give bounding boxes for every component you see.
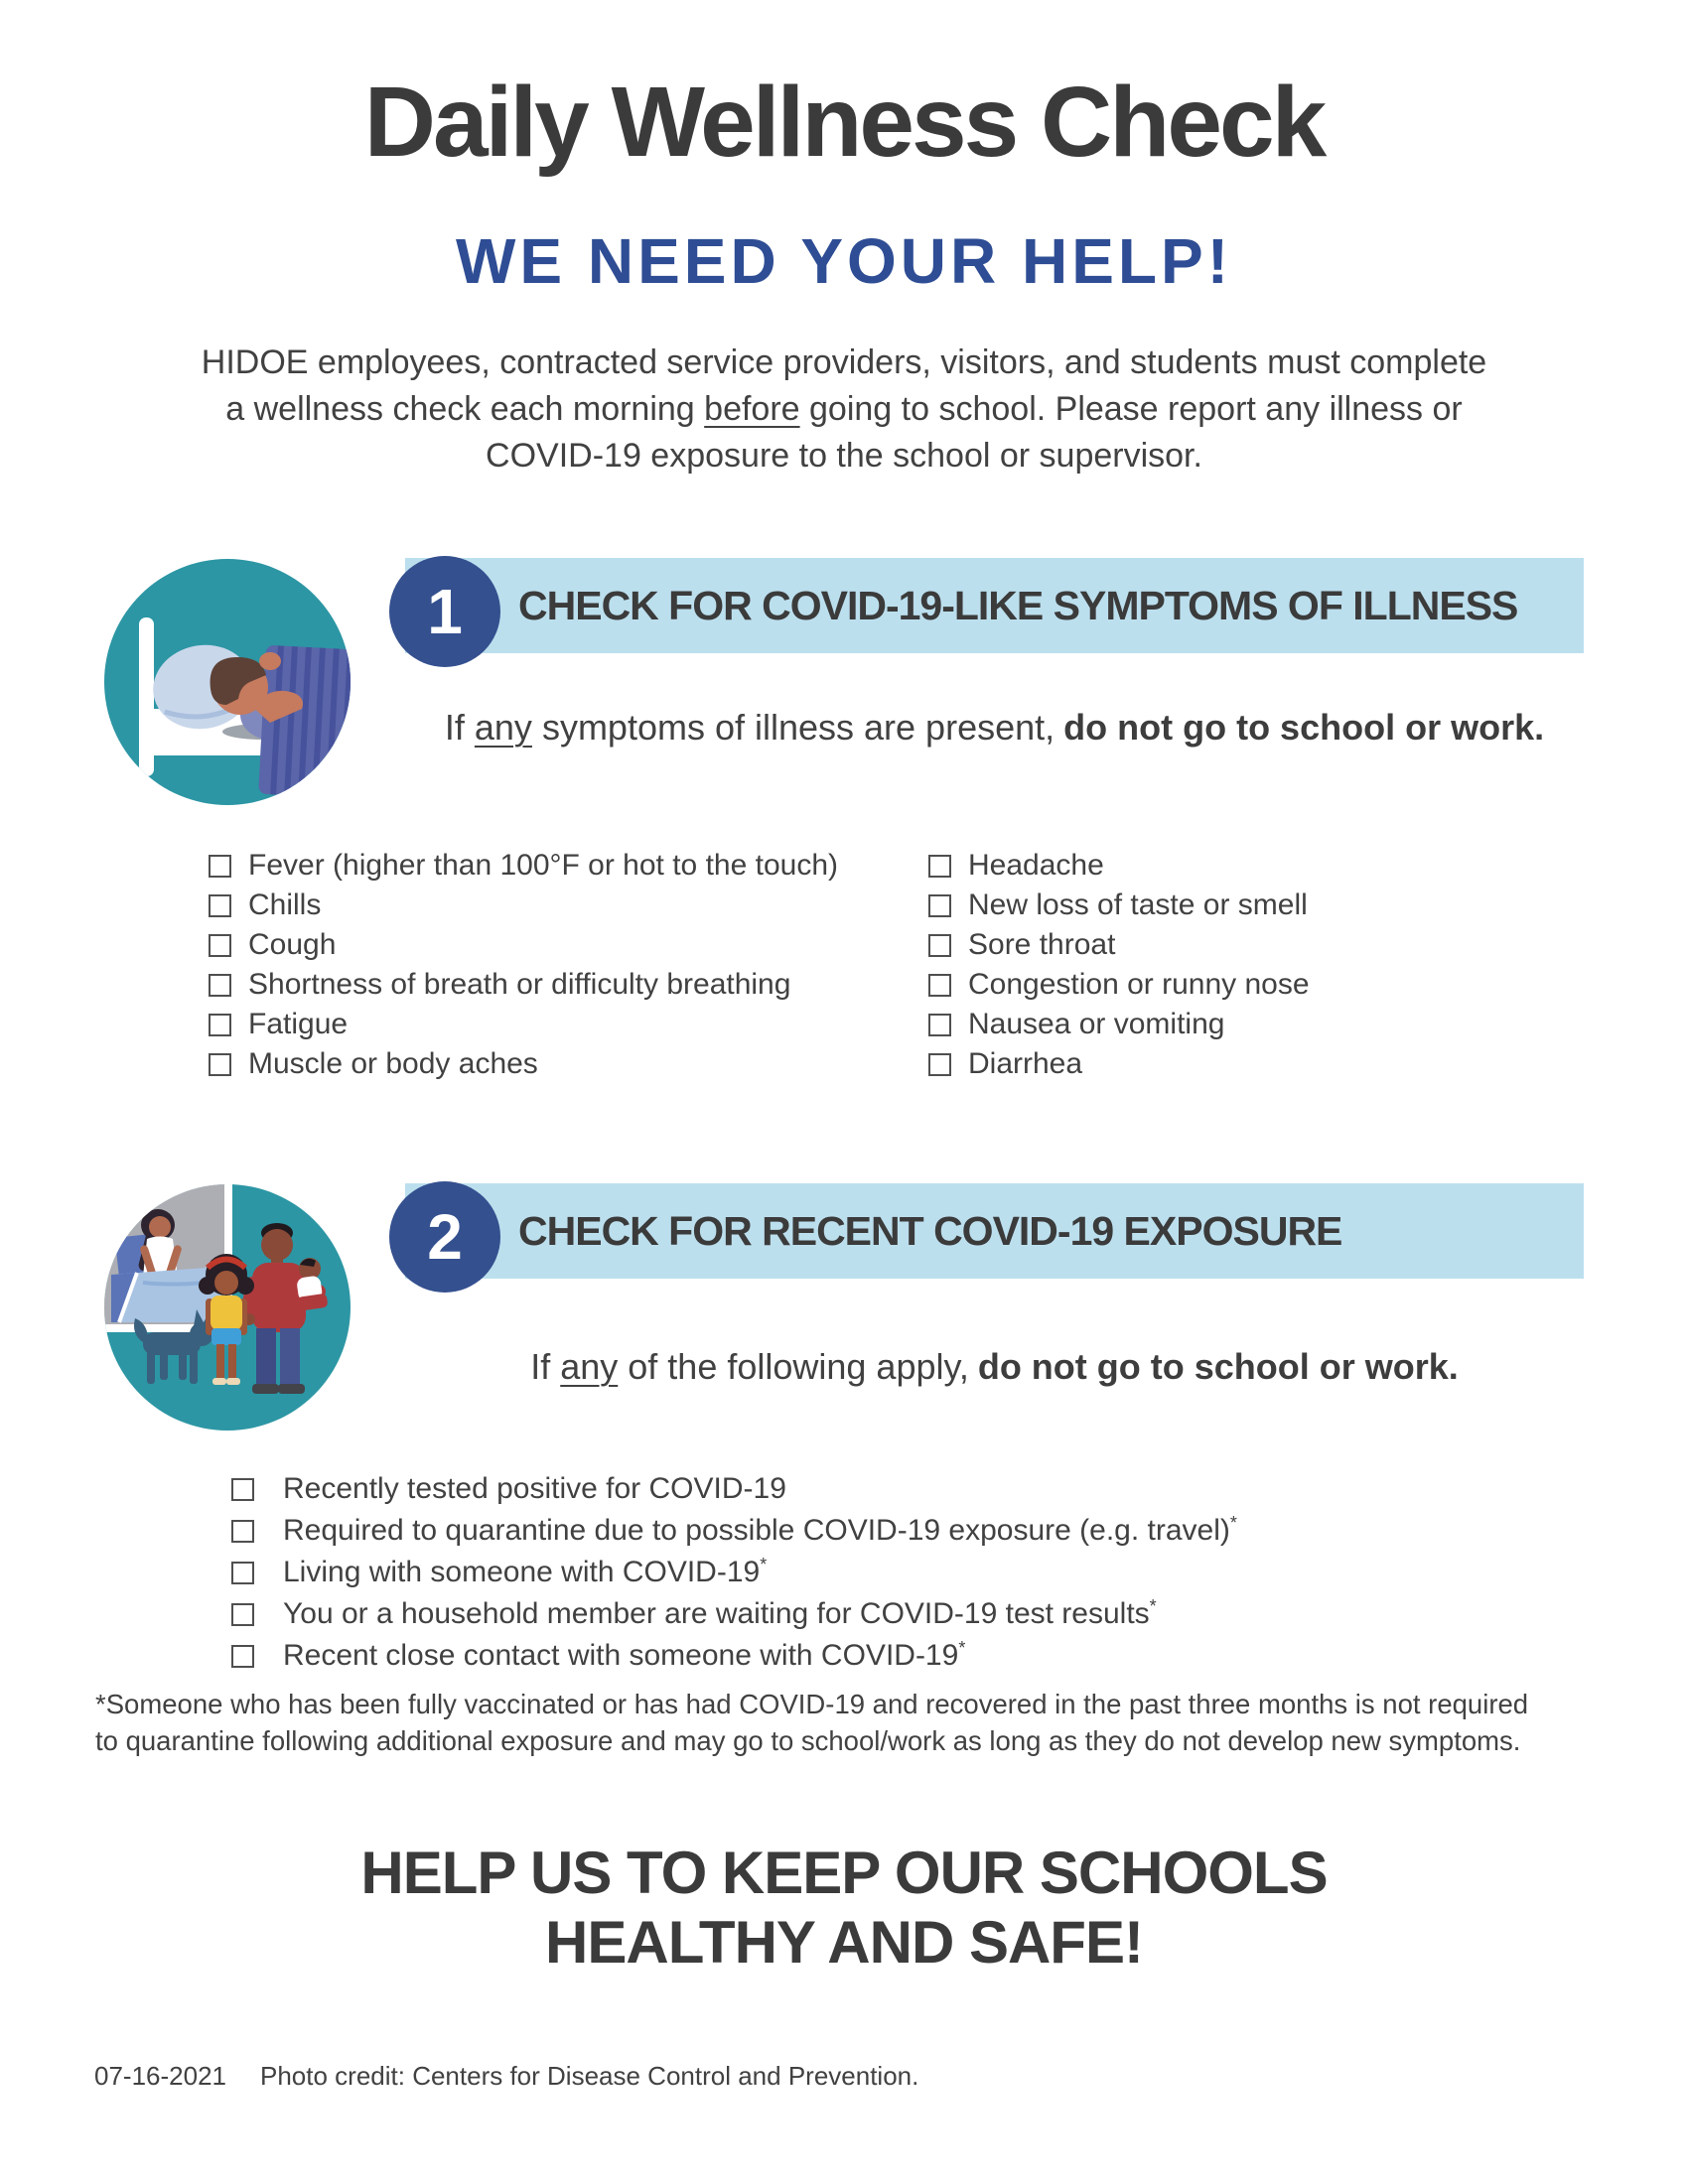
condition-underlined-word: any: [474, 707, 532, 748]
section1-number: 1: [427, 576, 463, 647]
checklist-item-label: You or a household member are waiting for COVID-19 test results*: [283, 1596, 1157, 1630]
checklist-item: [231, 1510, 1237, 1552]
closing-line1: HELP US TO KEEP OUR SCHOOLS: [360, 1840, 1328, 1906]
section1-banner: [405, 558, 1584, 653]
checklist-item-label: New loss of taste or smell: [968, 888, 1308, 921]
checkbox-icon: [209, 855, 231, 878]
checklist-item: [928, 886, 1310, 925]
checkbox-icon: [928, 934, 951, 957]
checkbox-icon: [209, 974, 231, 997]
condition-bold: do not go to school or work.: [1063, 707, 1545, 748]
checklist-item: [928, 1044, 1310, 1084]
intro-underlined-word: before: [704, 390, 800, 428]
condition-pre: If: [530, 1346, 561, 1387]
checklist-item: [231, 1468, 1237, 1510]
checklist-item-label: Diarrhea: [968, 1047, 1083, 1080]
checkbox-icon: [928, 855, 951, 878]
checkbox-icon: [209, 1014, 231, 1036]
checklist-item-label: Sore throat: [968, 928, 1116, 961]
checklist-item: [231, 1552, 1237, 1593]
section2-heading: CHECK FOR RECENT COVID-19 EXPOSURE: [518, 1208, 1342, 1254]
intro-line2-pre: a wellness check each morning: [225, 390, 705, 428]
checklist-item: [928, 925, 1310, 965]
checkbox-icon: [231, 1645, 254, 1668]
checkbox-icon: [231, 1478, 254, 1501]
exposure-list: [231, 1468, 1237, 1677]
family-with-sick-member-icon: [103, 1183, 352, 1432]
checklist-item-label: Cough: [248, 928, 337, 961]
checklist-item: [928, 1005, 1310, 1044]
intro-line1: HIDOE employees, contracted service providers, visitors, and students must complete: [201, 343, 1487, 381]
section1-condition: [405, 703, 1584, 752]
section2-condition: [405, 1342, 1584, 1392]
checklist-item: [209, 1044, 838, 1084]
checklist-item-label: Shortness of breath or difficulty breathing: [248, 968, 791, 1001]
condition-mid: of the following apply,: [618, 1346, 969, 1387]
closing-message: [0, 1839, 1688, 1978]
checklist-item-label: Nausea or vomiting: [968, 1008, 1225, 1040]
footer-photo-credit: Photo credit: Centers for Disease Control and Prevention.: [260, 2061, 919, 2091]
intro-line2-post: going to school. Please report any illness or: [799, 390, 1463, 428]
section1-number-badge: [389, 556, 500, 667]
condition-underlined-word: any: [560, 1346, 619, 1387]
checkbox-icon: [928, 894, 951, 917]
condition-mid: symptoms of illness are present,: [531, 707, 1055, 748]
checklist-item: [231, 1635, 1237, 1677]
checkbox-icon: [231, 1603, 254, 1626]
checkbox-icon: [928, 974, 951, 997]
checkbox-icon: [928, 1053, 951, 1076]
footer: [94, 2061, 918, 2092]
condition-bold: do not go to school or work.: [977, 1346, 1459, 1387]
footer-date: 07-16-2021: [94, 2061, 226, 2091]
section2-number: 2: [427, 1201, 463, 1273]
section2-number-badge: [389, 1181, 500, 1293]
sleeping-person-in-bed-icon: [103, 558, 352, 806]
symptom-list-left: [209, 846, 838, 1084]
checkbox-icon: [209, 934, 231, 957]
checklist-item: [928, 965, 1310, 1005]
checklist-item-label: Congestion or runny nose: [968, 968, 1310, 1001]
checkbox-icon: [209, 894, 231, 917]
symptom-list-right: [928, 846, 1310, 1084]
condition-pre: If: [444, 707, 475, 748]
checklist-item: [231, 1593, 1237, 1635]
page-subtitle: WE NEED YOUR HELP!: [456, 225, 1232, 297]
checklist-item: [209, 1005, 838, 1044]
closing-line2: HEALTHY AND SAFE!: [545, 1909, 1143, 1976]
intro-paragraph: [0, 340, 1688, 479]
checklist-item-label: Fatigue: [248, 1008, 349, 1040]
checklist-item-label: Recent close contact with someone with COVID-19*: [283, 1638, 966, 1672]
checkbox-icon: [231, 1520, 254, 1543]
checkbox-icon: [928, 1014, 951, 1036]
checklist-item: [928, 846, 1310, 886]
vaccination-footnote: *Someone who has been fully vaccinated or has had COVID-19 and recovered in the past three months is not required to quarantine following additional exposure and may go to school/work as long as they do not develop new symptoms.: [95, 1689, 1529, 1756]
checklist-item: [209, 965, 838, 1005]
page-title: Daily Wellness Check: [363, 67, 1325, 178]
checklist-item-label: Headache: [968, 849, 1104, 882]
section2-banner: [405, 1183, 1584, 1279]
checkbox-icon: [231, 1562, 254, 1584]
section1-heading: CHECK FOR COVID-19-LIKE SYMPTOMS OF ILLNESS: [518, 583, 1518, 628]
checklist-item-label: Fever (higher than 100°F or hot to the touch): [248, 849, 838, 882]
checklist-item-label: Required to quarantine due to possible COVID-19 exposure (e.g. travel)*: [283, 1513, 1237, 1547]
checklist-item: [209, 886, 838, 925]
checklist-item-label: Muscle or body aches: [248, 1047, 538, 1080]
checklist-item-label: Living with someone with COVID-19*: [283, 1555, 768, 1588]
checklist-item: [209, 925, 838, 965]
checklist-item: [209, 846, 838, 886]
checkbox-icon: [209, 1053, 231, 1076]
checklist-item-label: Chills: [248, 888, 322, 921]
intro-line3: COVID-19 exposure to the school or supervisor.: [486, 437, 1202, 475]
checklist-item-label: Recently tested positive for COVID-19: [283, 1472, 786, 1505]
